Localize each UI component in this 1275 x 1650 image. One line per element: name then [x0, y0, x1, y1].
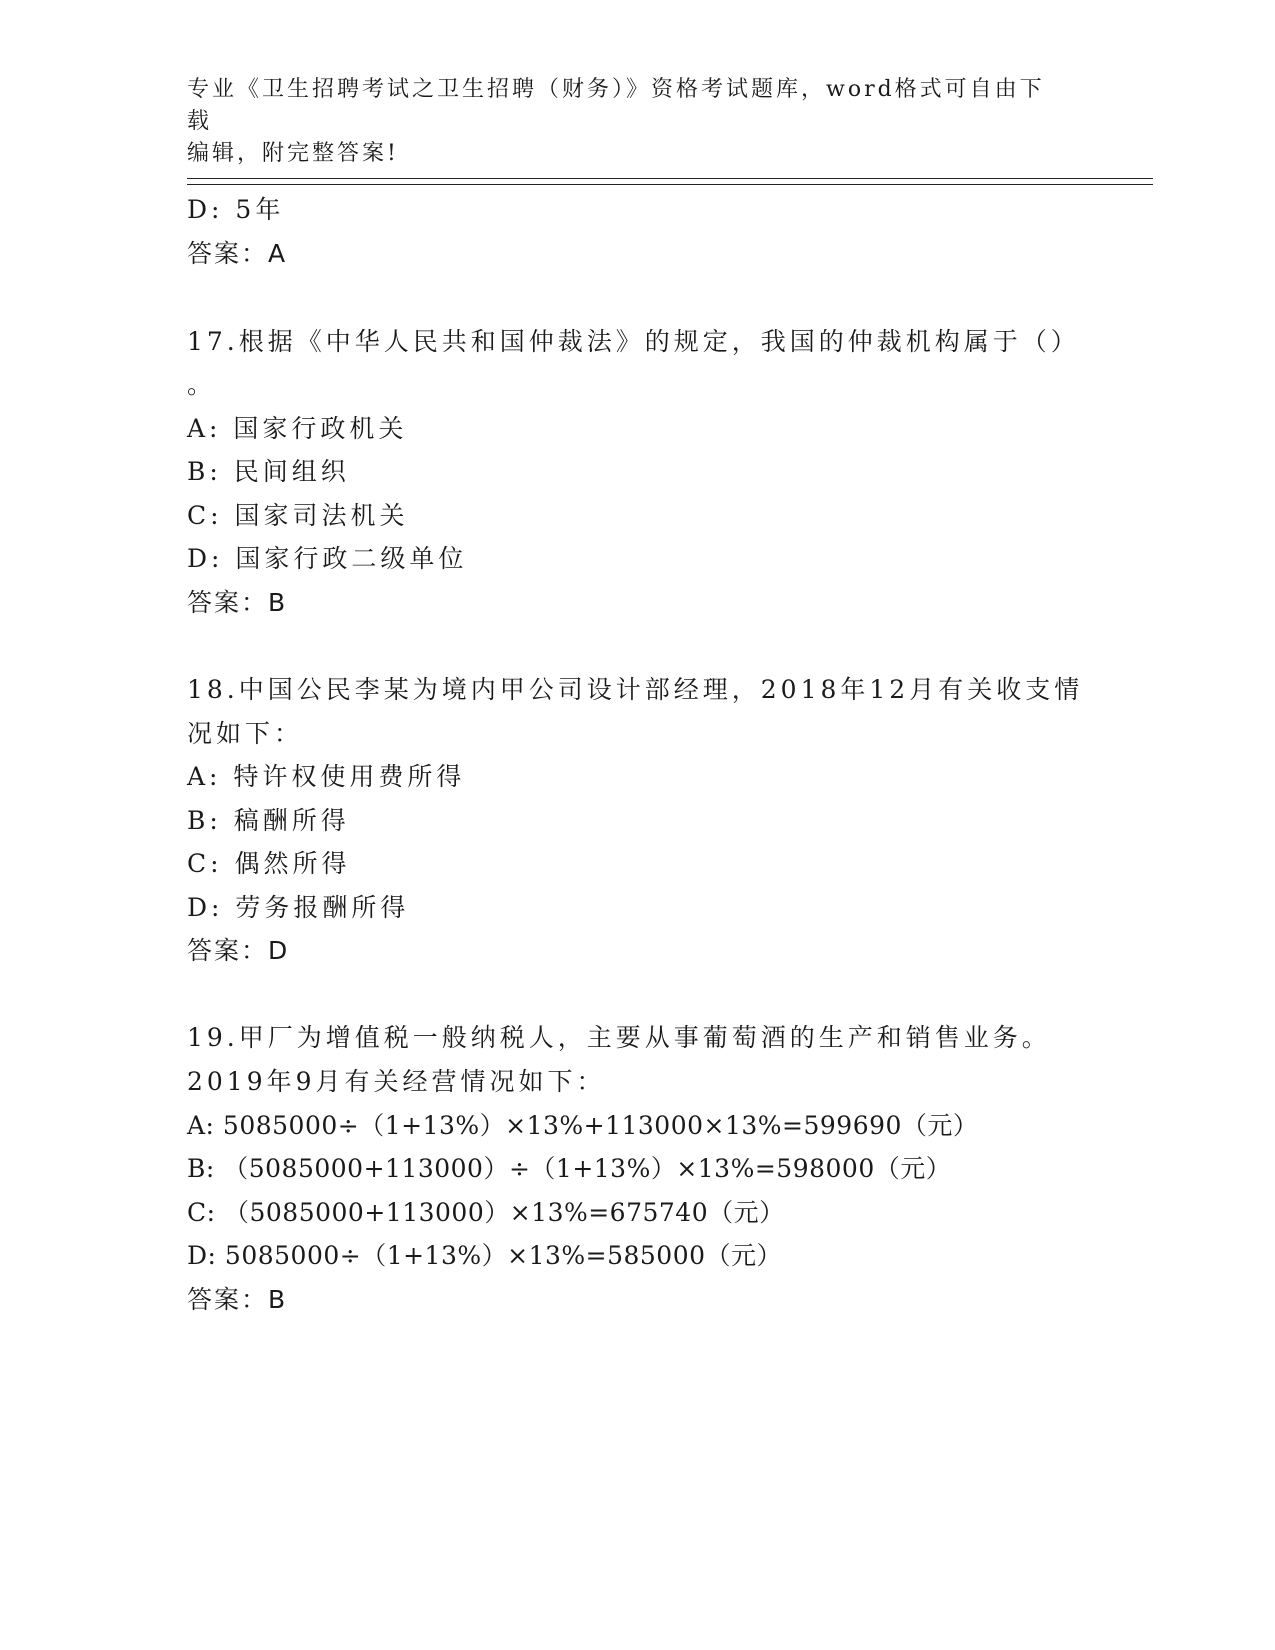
q19-stem-line-2: 2019年9月有关经营情况如下： [187, 1067, 606, 1096]
header-line-1: 专业《卫生招聘考试之卫生招聘（财务）》资格考试题库，word格式可自由下载 [187, 77, 1045, 134]
q18-stem-line-1: 18.中国公民李某为境内甲公司设计部经理，2018年12月有关收支情 [187, 675, 1084, 704]
q17-option-a: A: 国家行政机关 [187, 414, 408, 443]
q18-option-b: B: 稿酬所得 [187, 806, 350, 835]
q18-option-c: C: 偶然所得 [187, 849, 351, 878]
q16-option-d: D: 5年 [187, 195, 285, 224]
q19-answer: 答案：B [187, 1285, 288, 1314]
q17-option-c: C: 国家司法机关 [187, 501, 409, 530]
q19-stem-line-1: 19.甲厂为增值税一般纳税人，主要从事葡萄酒的生产和销售业务。 [187, 1023, 1051, 1052]
q19-option-d: D: 5085000÷（1+13%）×13%=585000（元） [187, 1241, 783, 1270]
q19-option-b: B: （5085000+113000）÷（1+13%）×13%=598000（元） [187, 1154, 952, 1183]
document-header [187, 74, 1067, 170]
q18-stem-line-2: 况如下： [187, 719, 304, 748]
q17-option-d: D: 国家行政二级单位 [187, 544, 468, 573]
header-rule-bottom [187, 184, 1153, 185]
header-line-2: 编辑，附完整答案! [187, 141, 399, 166]
q18-answer: 答案：D [187, 936, 290, 965]
q17-answer: 答案：B [187, 588, 288, 617]
q18-option-d: D: 劳务报酬所得 [187, 893, 410, 922]
q19-option-c: C: （5085000+113000）×13%=675740（元） [187, 1198, 785, 1227]
q17-stem-line-1: 17.根据《中华人民共和国仲裁法》的规定，我国的仲裁机构属于（） [187, 327, 1080, 356]
q16-answer: 答案：A [187, 239, 288, 268]
header-rule-top [187, 178, 1153, 179]
q17-option-b: B: 民间组织 [187, 457, 350, 486]
q19-option-a: A: 5085000÷（1+13%）×13%+113000×13%=599690（元） [187, 1111, 979, 1140]
q18-option-a: A: 特许权使用费所得 [187, 762, 466, 791]
q17-stem-line-2: 。 [187, 370, 217, 399]
